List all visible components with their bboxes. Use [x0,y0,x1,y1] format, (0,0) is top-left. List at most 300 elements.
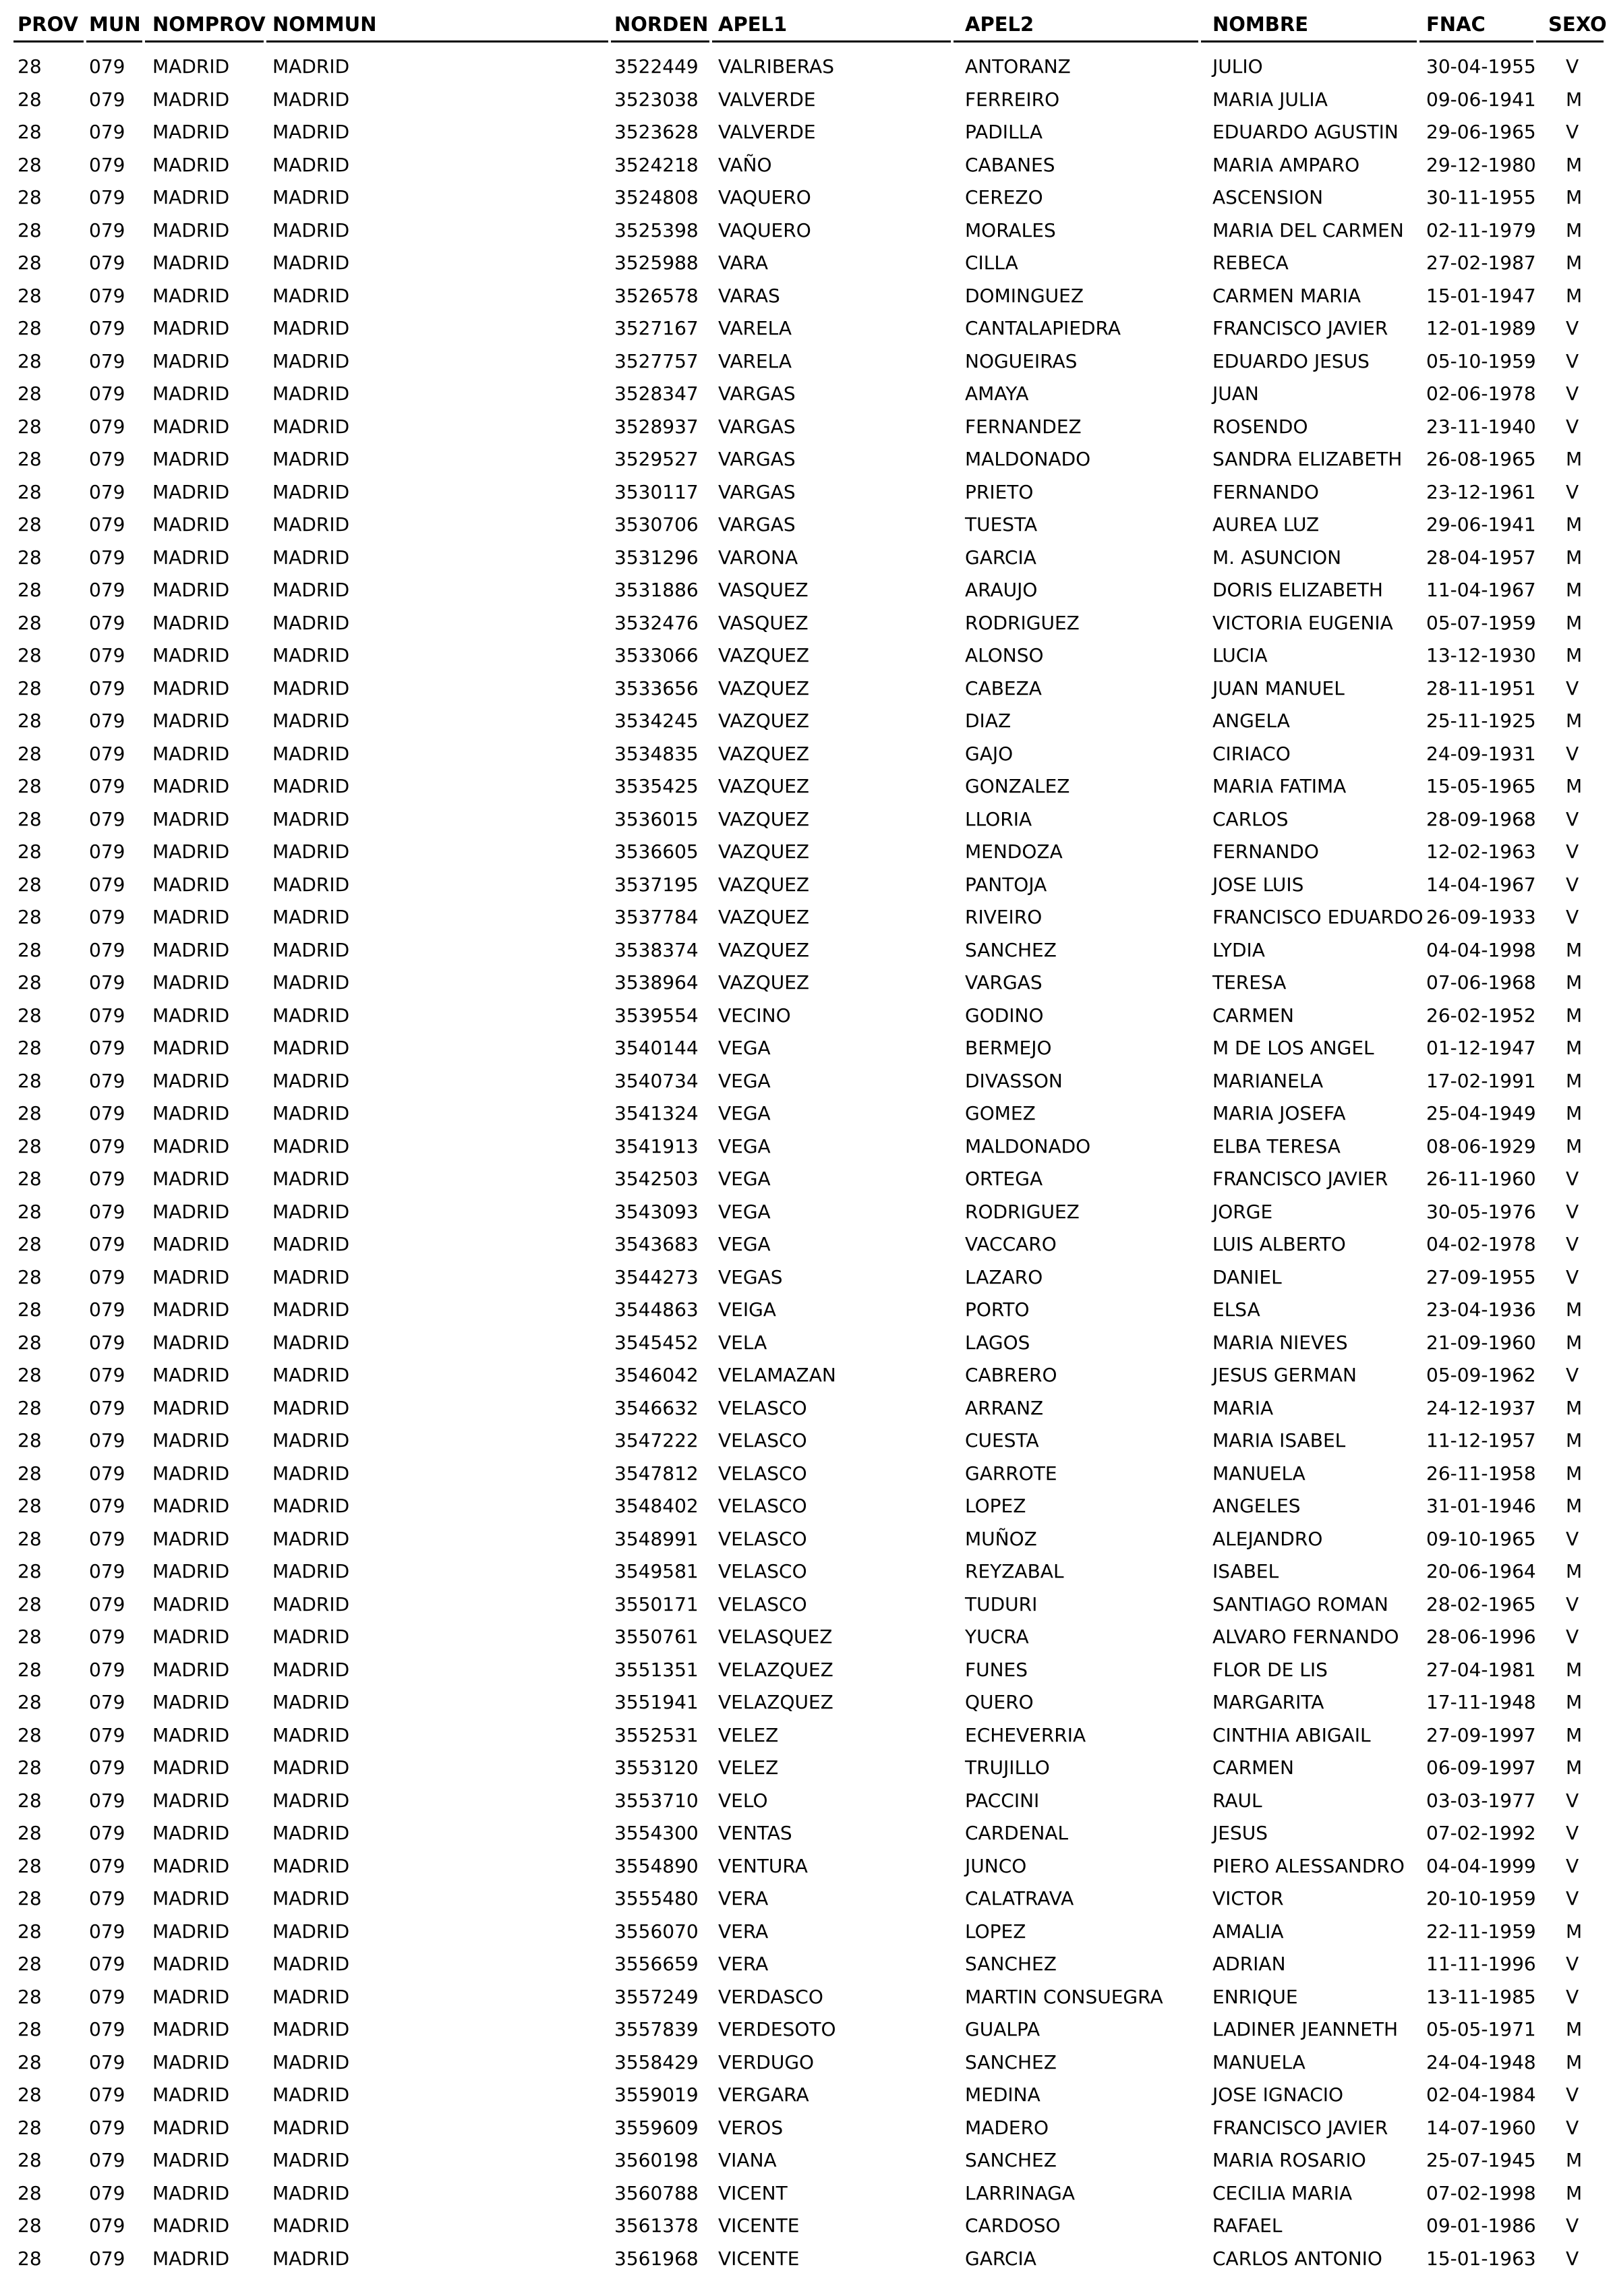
cell-prov: 28 [18,1887,42,1910]
cell-prov: 28 [18,1102,42,1124]
cell-norden: 3526578 [614,284,699,307]
cell-apel2: GOMEZ [965,1102,1036,1124]
cell-nomprov: MADRID [152,1102,230,1124]
cell-fnac: 09-10-1965 [1426,1527,1536,1550]
cell-norden: 3531886 [614,579,699,601]
cell-apel1: VELASCO [718,1527,807,1550]
header-rule-apel1 [712,40,951,42]
cell-mun: 079 [89,1592,125,1615]
cell-apel2: MUÑOZ [965,1527,1037,1550]
cell-apel1: VELASCO [718,1560,807,1582]
cell-prov: 28 [18,415,42,438]
cell-prov: 28 [18,1200,42,1223]
cell-norden: 3543093 [614,1200,699,1223]
cell-nommun: MADRID [272,938,350,961]
cell-mun: 079 [89,153,125,176]
cell-apel1: VICENT [718,2181,788,2204]
cell-fnac: 29-06-1941 [1426,513,1536,536]
cell-norden: 3547222 [614,1429,699,1452]
cell-apel1: VELASCO [718,1462,807,1485]
cell-nommun: MADRID [272,710,350,732]
cell-fnac: 24-12-1937 [1426,1396,1536,1419]
cell-apel2: QUERO [965,1691,1034,1713]
cell-nombre: JUAN MANUEL [1212,677,1345,699]
cell-apel1: VERA [718,1920,769,1943]
cell-prov: 28 [18,349,42,372]
cell-mun: 079 [89,2214,125,2237]
cell-mun: 079 [89,1429,125,1452]
cell-nomprov: MADRID [152,1626,230,1648]
cell-mun: 079 [89,971,125,994]
cell-nomprov: MADRID [152,415,230,438]
cell-sexo: M [1566,1396,1583,1419]
cell-nommun: MADRID [272,121,350,143]
cell-mun: 079 [89,317,125,339]
cell-apel2: MALDONADO [965,448,1091,470]
cell-nombre: SANTIAGO ROMAN [1212,1592,1388,1615]
cell-fnac: 01-12-1947 [1426,1037,1536,1059]
cell-sexo: M [1566,219,1583,241]
cell-norden: 3539554 [614,1004,699,1027]
cell-nomprov: MADRID [152,710,230,732]
cell-mun: 079 [89,415,125,438]
cell-nommun: MADRID [272,1789,350,1812]
cell-fnac: 27-09-1997 [1426,1723,1536,1746]
cell-fnac: 24-04-1948 [1426,2050,1536,2073]
cell-mun: 079 [89,219,125,241]
cell-fnac: 13-11-1985 [1426,1985,1536,2008]
cell-nommun: MADRID [272,153,350,176]
cell-nommun: MADRID [272,2247,350,2270]
cell-norden: 3541913 [614,1135,699,1157]
cell-nombre: M. ASUNCION [1212,546,1342,569]
cell-nommun: MADRID [272,579,350,601]
cell-sexo: M [1566,938,1583,961]
cell-prov: 28 [18,710,42,732]
cell-apel1: VALRIBERAS [718,55,834,78]
cell-apel2: LLORIA [965,807,1032,830]
cell-apel1: VAZQUEZ [718,710,810,732]
cell-nomprov: MADRID [152,1069,230,1092]
cell-sexo: V [1566,1527,1579,1550]
cell-apel2: GARCIA [965,546,1036,569]
cell-norden: 3533656 [614,677,699,699]
cell-apel2: FUNES [965,1658,1028,1681]
cell-mun: 079 [89,611,125,634]
cell-nommun: MADRID [272,677,350,699]
cell-nomprov: MADRID [152,448,230,470]
cell-sexo: V [1566,873,1579,896]
cell-mun: 079 [89,1135,125,1157]
cell-nombre: AUREA LUZ [1212,513,1320,536]
cell-sexo: M [1566,2018,1583,2040]
cell-prov: 28 [18,644,42,666]
cell-apel1: VERGARA [718,2084,809,2106]
cell-nombre: FRANCISCO JAVIER [1212,1168,1388,1190]
cell-apel2: MADERO [965,2116,1049,2139]
cell-nombre: ALVARO FERNANDO [1212,1626,1399,1648]
cell-fnac: 28-09-1968 [1426,807,1536,830]
cell-apel2: DIVASSON [965,1069,1063,1092]
cell-norden: 3561968 [614,2247,699,2270]
header-apel1: APEL1 [718,13,788,36]
cell-prov: 28 [18,2149,42,2171]
cell-nombre: LUIS ALBERTO [1212,1233,1346,1255]
cell-mun: 079 [89,1626,125,1648]
cell-nomprov: MADRID [152,938,230,961]
cell-nomprov: MADRID [152,644,230,666]
cell-nommun: MADRID [272,1691,350,1713]
cell-sexo: V [1566,1626,1579,1648]
cell-prov: 28 [18,1396,42,1419]
cell-apel2: MORALES [965,219,1056,241]
cell-nombre: MARGARITA [1212,1691,1324,1713]
cell-nomprov: MADRID [152,186,230,208]
cell-fnac: 02-04-1984 [1426,2084,1536,2106]
cell-nombre: FRANCISCO JAVIER [1212,2116,1388,2139]
cell-nommun: MADRID [272,644,350,666]
cell-sexo: V [1566,1200,1579,1223]
cell-mun: 079 [89,186,125,208]
header-rule-norden [611,40,709,42]
cell-fnac: 28-06-1996 [1426,1626,1536,1648]
cell-nommun: MADRID [272,906,350,928]
cell-nommun: MADRID [272,1298,350,1321]
cell-nommun: MADRID [272,1265,350,1288]
cell-sexo: V [1566,1233,1579,1255]
cell-prov: 28 [18,55,42,78]
cell-sexo: V [1566,2084,1579,2106]
cell-prov: 28 [18,1756,42,1779]
cell-nomprov: MADRID [152,2181,230,2204]
cell-nomprov: MADRID [152,1854,230,1877]
cell-apel1: VELASCO [718,1495,807,1517]
cell-fnac: 11-11-1996 [1426,1953,1536,1975]
cell-prov: 28 [18,1985,42,2008]
cell-fnac: 07-02-1998 [1426,2181,1536,2204]
cell-apel2: VARGAS [965,971,1043,994]
cell-apel2: VACCARO [965,1233,1057,1255]
cell-apel1: VALVERDE [718,88,816,111]
cell-norden: 3546632 [614,1396,699,1419]
cell-apel2: MALDONADO [965,1135,1091,1157]
cell-nommun: MADRID [272,742,350,765]
cell-nommun: MADRID [272,1756,350,1779]
cell-apel1: VEGA [718,1233,771,1255]
header-nomprov: NOMPROV [152,13,266,36]
cell-nomprov: MADRID [152,153,230,176]
cell-fnac: 25-07-1945 [1426,2149,1536,2171]
cell-mun: 079 [89,1822,125,1844]
cell-mun: 079 [89,1233,125,1255]
cell-apel1: VAQUERO [718,219,811,241]
cell-nommun: MADRID [272,1953,350,1975]
cell-fnac: 23-11-1940 [1426,415,1536,438]
cell-prov: 28 [18,88,42,111]
cell-nombre: JOSE IGNACIO [1212,2084,1344,2106]
cell-nommun: MADRID [272,775,350,797]
cell-nommun: MADRID [272,1658,350,1681]
cell-mun: 079 [89,1789,125,1812]
cell-apel2: FERREIRO [965,88,1060,111]
cell-fnac: 15-01-1963 [1426,2247,1536,2270]
cell-nommun: MADRID [272,1495,350,1517]
cell-nommun: MADRID [272,2214,350,2237]
cell-prov: 28 [18,1723,42,1746]
cell-sexo: M [1566,153,1583,176]
cell-apel1: VELASCO [718,1592,807,1615]
cell-apel2: ARRANZ [965,1396,1044,1419]
cell-fnac: 26-08-1965 [1426,448,1536,470]
cell-apel2: YUCRA [965,1626,1029,1648]
cell-nommun: MADRID [272,55,350,78]
cell-apel1: VARGAS [718,448,796,470]
cell-mun: 079 [89,644,125,666]
cell-nommun: MADRID [272,2116,350,2139]
cell-sexo: M [1566,579,1583,601]
cell-apel1: VELEZ [718,1756,779,1779]
cell-sexo: V [1566,317,1579,339]
cell-nomprov: MADRID [152,88,230,111]
cell-apel2: CABRERO [965,1364,1057,1386]
cell-apel2: CALATRAVA [965,1887,1074,1910]
cell-mun: 079 [89,252,125,274]
cell-nommun: MADRID [272,2084,350,2106]
cell-nomprov: MADRID [152,579,230,601]
cell-mun: 079 [89,121,125,143]
cell-nomprov: MADRID [152,1429,230,1452]
cell-apel1: VAZQUEZ [718,775,810,797]
cell-nombre: CARMEN [1212,1004,1294,1027]
cell-mun: 079 [89,2084,125,2106]
cell-nomprov: MADRID [152,546,230,569]
cell-sexo: M [1566,611,1583,634]
cell-sexo: M [1566,775,1583,797]
cell-apel1: VAZQUEZ [718,873,810,896]
cell-sexo: M [1566,513,1583,536]
cell-nommun: MADRID [272,513,350,536]
cell-nombre: EDUARDO JESUS [1212,349,1370,372]
cell-fnac: 28-04-1957 [1426,546,1536,569]
cell-nombre: MARIA JULIA [1212,88,1328,111]
header-rule-mun [86,40,142,42]
cell-norden: 3544863 [614,1298,699,1321]
cell-nommun: MADRID [272,2149,350,2171]
cell-fnac: 17-11-1948 [1426,1691,1536,1713]
cell-nombre: JESUS [1212,1822,1268,1844]
header-fnac: FNAC [1426,13,1486,36]
cell-apel1: VAQUERO [718,186,811,208]
cell-nombre: JOSE LUIS [1212,873,1304,896]
cell-nombre: PIERO ALESSANDRO [1212,1854,1405,1877]
cell-sexo: M [1566,1462,1583,1485]
cell-nomprov: MADRID [152,1527,230,1550]
cell-nomprov: MADRID [152,1560,230,1582]
cell-mun: 079 [89,2181,125,2204]
cell-prov: 28 [18,2247,42,2270]
cell-apel1: VEGAS [718,1265,783,1288]
cell-sexo: M [1566,1135,1583,1157]
cell-apel1: VAZQUEZ [718,906,810,928]
cell-nommun: MADRID [272,1200,350,1223]
cell-nomprov: MADRID [152,349,230,372]
cell-sexo: V [1566,1789,1579,1812]
cell-apel2: LARRINAGA [965,2181,1076,2204]
cell-sexo: M [1566,1429,1583,1452]
cell-fnac: 25-11-1925 [1426,710,1536,732]
cell-nombre: ISABEL [1212,1560,1279,1582]
cell-mun: 079 [89,1560,125,1582]
cell-nomprov: MADRID [152,2084,230,2106]
cell-prov: 28 [18,1004,42,1027]
cell-norden: 3550761 [614,1626,699,1648]
cell-norden: 3553710 [614,1789,699,1812]
cell-prov: 28 [18,186,42,208]
cell-nombre: MARIA FATIMA [1212,775,1347,797]
cell-mun: 079 [89,742,125,765]
cell-nommun: MADRID [272,1626,350,1648]
cell-nombre: FRANCISCO EDUARDO [1212,906,1424,928]
cell-nombre: JUAN [1212,382,1259,405]
cell-nommun: MADRID [272,88,350,111]
cell-norden: 3533066 [614,644,699,666]
cell-apel2: DOMINGUEZ [965,284,1084,307]
cell-fnac: 25-04-1949 [1426,1102,1536,1124]
cell-norden: 3523038 [614,88,699,111]
cell-apel2: PADILLA [965,121,1043,143]
cell-nommun: MADRID [272,219,350,241]
cell-apel2: GONZALEZ [965,775,1070,797]
cell-norden: 3549581 [614,1560,699,1582]
cell-sexo: M [1566,88,1583,111]
cell-apel2: FERNANDEZ [965,415,1082,438]
cell-prov: 28 [18,1658,42,1681]
cell-apel1: VAZQUEZ [718,938,810,961]
cell-apel2: LOPEZ [965,1495,1026,1517]
cell-prov: 28 [18,1069,42,1092]
cell-nomprov: MADRID [152,2018,230,2040]
cell-norden: 3551351 [614,1658,699,1681]
cell-apel2: GARROTE [965,1462,1057,1485]
cell-mun: 079 [89,1396,125,1419]
cell-norden: 3532476 [614,611,699,634]
cell-sexo: V [1566,1592,1579,1615]
cell-apel1: VAZQUEZ [718,840,810,863]
cell-mun: 079 [89,873,125,896]
cell-apel1: VELAZQUEZ [718,1658,833,1681]
cell-mun: 079 [89,1037,125,1059]
cell-sexo: V [1566,1887,1579,1910]
cell-mun: 079 [89,1168,125,1190]
cell-nomprov: MADRID [152,2116,230,2139]
cell-norden: 3544273 [614,1265,699,1288]
cell-nombre: EDUARDO AGUSTIN [1212,121,1399,143]
cell-apel1: VEGA [718,1200,771,1223]
cell-sexo: M [1566,644,1583,666]
cell-nommun: MADRID [272,317,350,339]
cell-apel1: VEGA [718,1168,771,1190]
cell-fnac: 22-11-1959 [1426,1920,1536,1943]
cell-mun: 079 [89,1331,125,1354]
cell-sexo: V [1566,1985,1579,2008]
cell-nommun: MADRID [272,448,350,470]
header-norden: NORDEN [614,13,709,36]
cell-prov: 28 [18,971,42,994]
cell-apel1: VARA [718,252,768,274]
cell-prov: 28 [18,121,42,143]
cell-apel1: VARGAS [718,382,796,405]
cell-nommun: MADRID [272,1723,350,1746]
cell-mun: 079 [89,349,125,372]
cell-nommun: MADRID [272,1887,350,1910]
cell-norden: 3554300 [614,1822,699,1844]
cell-nombre: ELSA [1212,1298,1260,1321]
cell-fnac: 30-04-1955 [1426,55,1536,78]
cell-prov: 28 [18,1495,42,1517]
cell-mun: 079 [89,775,125,797]
cell-fnac: 15-05-1965 [1426,775,1536,797]
cell-nombre: DANIEL [1212,1265,1282,1288]
cell-fnac: 30-11-1955 [1426,186,1536,208]
cell-nomprov: MADRID [152,1200,230,1223]
cell-mun: 079 [89,1854,125,1877]
cell-prov: 28 [18,906,42,928]
cell-prov: 28 [18,1691,42,1713]
cell-apel2: MEDINA [965,2084,1040,2106]
cell-fnac: 14-04-1967 [1426,873,1536,896]
cell-mun: 079 [89,906,125,928]
cell-nomprov: MADRID [152,1495,230,1517]
cell-fnac: 26-11-1960 [1426,1168,1536,1190]
cell-apel1: VECINO [718,1004,791,1027]
cell-mun: 079 [89,2116,125,2139]
cell-fnac: 27-09-1955 [1426,1265,1536,1288]
cell-nomprov: MADRID [152,252,230,274]
cell-sexo: M [1566,252,1583,274]
cell-fnac: 27-04-1981 [1426,1658,1536,1681]
header-rule-apel2 [954,40,1198,42]
cell-prov: 28 [18,677,42,699]
cell-sexo: V [1566,1822,1579,1844]
cell-nombre: ALEJANDRO [1212,1527,1323,1550]
cell-fnac: 20-06-1964 [1426,1560,1536,1582]
cell-norden: 3555480 [614,1887,699,1910]
cell-apel2: ARAUJO [965,579,1038,601]
cell-mun: 079 [89,1462,125,1485]
cell-fnac: 27-02-1987 [1426,252,1536,274]
cell-nommun: MADRID [272,1920,350,1943]
cell-sexo: V [1566,2214,1579,2237]
cell-apel2: MENDOZA [965,840,1063,863]
cell-nomprov: MADRID [152,1037,230,1059]
cell-norden: 3552531 [614,1723,699,1746]
cell-nombre: RAFAEL [1212,2214,1283,2237]
cell-sexo: M [1566,2050,1583,2073]
cell-nomprov: MADRID [152,807,230,830]
cell-nombre: LYDIA [1212,938,1265,961]
cell-apel2: RIVEIRO [965,906,1043,928]
cell-nomprov: MADRID [152,219,230,241]
cell-nombre: FLOR DE LIS [1212,1658,1328,1681]
cell-nomprov: MADRID [152,1364,230,1386]
cell-prov: 28 [18,513,42,536]
cell-fnac: 31-01-1946 [1426,1495,1536,1517]
cell-sexo: M [1566,1920,1583,1943]
cell-nomprov: MADRID [152,971,230,994]
cell-nomprov: MADRID [152,775,230,797]
cell-norden: 3529527 [614,448,699,470]
header-rule-nombre [1201,40,1417,42]
